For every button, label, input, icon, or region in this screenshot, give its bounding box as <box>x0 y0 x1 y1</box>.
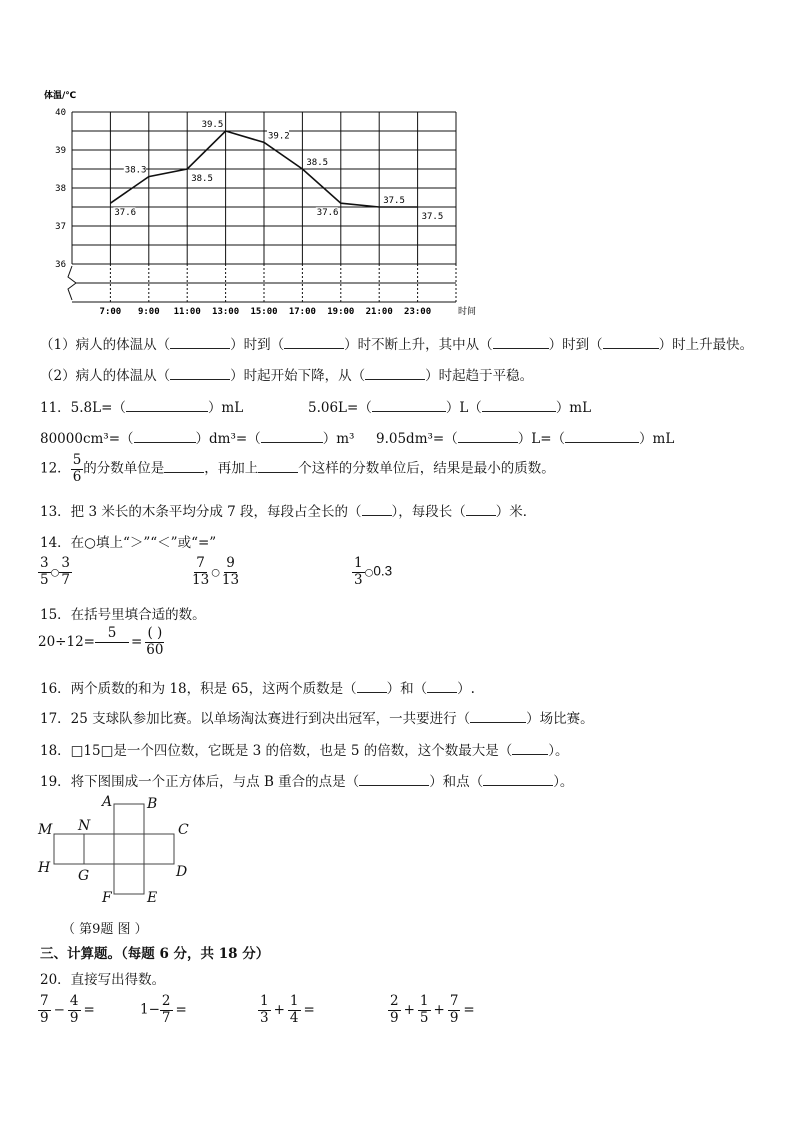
q20e4-frac3 <box>448 994 461 1026</box>
q18-text2: ）。 <box>548 743 569 759</box>
q14c-frac1 <box>352 556 365 588</box>
q11-c-text1: 80000cm³=（ <box>40 431 134 447</box>
net-square-5 <box>54 834 84 864</box>
q10-l2-text1: （2）病人的体温从（ <box>40 368 171 384</box>
q20-expr-4 <box>388 994 475 1026</box>
q15-den2: 60 <box>146 641 164 658</box>
q11-blank-7[interactable] <box>565 430 639 443</box>
q15-title: 15．在括号里填合适的数。 <box>40 607 206 623</box>
q11-b <box>308 396 591 416</box>
x-axis-title: 时间 <box>458 307 477 317</box>
point-n-label: N <box>78 818 91 834</box>
y-tick-label: 38 <box>55 184 66 194</box>
q17-text1: 17．25 支球队参加比赛。以单场淘汰赛进行到决出冠军，一共要进行（ <box>40 711 471 727</box>
q20e2-num1: 2 <box>161 993 171 1009</box>
figure-caption: （ 第9题 图 ） <box>62 922 148 937</box>
q20-expr-1 <box>38 994 95 1026</box>
q11-b-text3: ）mL <box>555 400 592 416</box>
q12-blank-2[interactable] <box>258 460 298 473</box>
q20e4-num3: 7 <box>449 993 459 1009</box>
q12-number: 12． <box>40 460 71 477</box>
q20e3-equals: = <box>303 1001 315 1018</box>
q11-blank-3[interactable] <box>482 399 556 412</box>
q19-blank-2[interactable] <box>483 773 553 786</box>
q20e2-equals: = <box>175 1001 187 1018</box>
q20e3-op: + <box>273 1001 285 1018</box>
chart-y-axis-title: 体温/℃ <box>44 91 77 101</box>
q18-text1: 18．□15□是一个四位数，它既是 3 的倍数，也是 5 的倍数，这个数最大是（ <box>40 743 513 759</box>
x-tick-label: 9:00 <box>137 307 160 317</box>
q13-blank-1[interactable] <box>362 503 392 516</box>
q14a-circle[interactable]: ○ <box>50 567 60 579</box>
q11-c-text2: ）dm³=（ <box>195 431 261 447</box>
q14-compare-a <box>38 556 72 588</box>
q19-blank-1[interactable] <box>359 773 429 786</box>
q12-fraction <box>71 453 84 485</box>
q10-blank-6[interactable] <box>365 367 425 380</box>
q20e4-num2: 1 <box>419 993 429 1009</box>
q15-frac1 <box>95 626 129 659</box>
q20-expr-2 <box>140 994 187 1026</box>
point-g-label: G <box>78 868 90 884</box>
x-tick-label: 23:00 <box>404 307 432 317</box>
q20e4-op1: + <box>403 1001 415 1018</box>
q11-a-text1: 11．5.8L=（ <box>40 400 126 416</box>
x-tick-label: 19:00 <box>327 307 355 317</box>
q14c-num1: 1 <box>354 555 363 571</box>
q16-text1: 16．两个质数的和为 18，积是 65，这两个质数是（ <box>40 681 357 697</box>
q11-blank-1[interactable] <box>126 399 208 412</box>
data-label: 38.5 <box>306 158 329 168</box>
q11-blank-2[interactable] <box>372 399 446 412</box>
q12-numerator: 5 <box>72 452 82 468</box>
q15-num1: 5 <box>95 626 129 643</box>
q11-d-text3: ）mL <box>639 431 675 447</box>
cube-net-svg <box>34 794 204 906</box>
q11-blank-4[interactable] <box>134 430 196 443</box>
data-label: 38.3 <box>124 165 147 176</box>
q20e1-op: − <box>53 1001 65 1018</box>
q15-equals: = <box>130 633 143 650</box>
data-label: 37.5 <box>383 196 405 206</box>
q14b-den2: 13 <box>221 571 240 588</box>
q20e1-num2: 4 <box>69 993 79 1009</box>
q14b-num2: 9 <box>226 555 235 571</box>
q20e1-num1: 7 <box>40 993 49 1009</box>
q16-blank-2[interactable] <box>427 680 457 693</box>
point-c-label: C <box>178 822 189 838</box>
q12-text1: 的分数单位是 <box>83 460 165 477</box>
data-label: 39.5 <box>201 120 224 130</box>
q14c-circle[interactable]: ○ <box>364 567 374 579</box>
q10-blank-2[interactable] <box>284 336 344 349</box>
q14c-decimal: 0.3 <box>373 563 393 579</box>
q10-blank-1[interactable] <box>170 336 230 349</box>
q11-d <box>376 427 674 447</box>
temperature-chart <box>36 86 476 318</box>
q14a-frac1 <box>38 556 51 588</box>
q14b-circle[interactable]: ○ <box>211 567 220 579</box>
q14-compare-c <box>352 556 392 588</box>
q15-equation <box>38 626 165 659</box>
net-square-1 <box>114 804 144 834</box>
q17-blank[interactable] <box>470 710 526 723</box>
q20e3-num1: 1 <box>260 993 269 1009</box>
q20e3-den2: 4 <box>289 1009 299 1026</box>
data-label: 37.5 <box>421 212 444 222</box>
x-tick-label: 17:00 <box>288 307 316 317</box>
q14a-frac2 <box>59 556 72 588</box>
q14a-den1: 5 <box>40 571 49 588</box>
y-tick-label: 36 <box>55 260 66 270</box>
q14c-den1: 3 <box>354 571 363 588</box>
y-axis-break <box>68 266 76 300</box>
q14a-num1: 3 <box>40 555 49 571</box>
q14a-den2: 7 <box>61 571 70 588</box>
q11-blank-5[interactable] <box>261 430 323 443</box>
data-label: 37.6 <box>114 208 137 219</box>
q14b-den1: 13 <box>192 571 210 588</box>
q15-prefix: 20÷12= <box>38 633 95 650</box>
point-f-label: F <box>102 890 112 906</box>
section-3-heading: 三、计算题。（每题 6 分，共 18 分） <box>40 946 270 962</box>
data-label: 37.6 <box>316 208 339 219</box>
q10-l1-text3: ）时不断上升，其中从（ <box>344 337 493 353</box>
x-tick-label: 21:00 <box>365 307 393 317</box>
q20e4-den1: 9 <box>390 1009 399 1026</box>
q11-d-text1: 9.05dm³=（ <box>376 431 458 447</box>
q10-blank-4[interactable] <box>603 336 659 349</box>
q20e3-frac1 <box>258 994 271 1026</box>
q20e1-den2: 9 <box>69 1009 79 1026</box>
x-tick-label: 7:00 <box>99 307 122 317</box>
y-tick-label: 40 <box>55 108 66 118</box>
q20e1-frac2 <box>68 994 81 1026</box>
q10-l1-text2: ）时到（ <box>230 337 285 353</box>
q20-expr-3 <box>258 994 315 1026</box>
cube-net-figure <box>34 794 204 937</box>
x-tick-label: 11:00 <box>173 307 201 317</box>
q20e3-frac2 <box>288 994 301 1026</box>
q20e2-frac1 <box>160 994 173 1026</box>
q20e2-den1: 7 <box>161 1009 171 1026</box>
q11-a-text2: ）mL <box>207 400 244 416</box>
q10-l2-text2: ）时起开始下降，从（ <box>230 368 366 384</box>
x-tick-label: 15:00 <box>250 307 278 317</box>
q10-blank-5[interactable] <box>170 367 230 380</box>
q10-line1 <box>40 333 753 353</box>
q14b-frac1 <box>190 556 211 588</box>
q20-title: 20．直接写出得数。 <box>40 972 166 988</box>
net-square-6 <box>144 834 174 864</box>
q13-text3: ）米． <box>495 504 537 520</box>
q10-l1-text4: ）时到（ <box>548 337 603 353</box>
net-square-3 <box>114 864 144 894</box>
q17-text2: ）场比赛。 <box>526 711 594 727</box>
q11-a <box>40 396 243 416</box>
q12-denominator: 6 <box>72 468 82 485</box>
q20e4-frac2 <box>418 994 431 1026</box>
q20e4-equals: = <box>463 1001 475 1018</box>
q10-line2 <box>40 364 533 384</box>
data-label: 39.2 <box>268 131 290 142</box>
q15-den1[interactable] <box>110 643 114 659</box>
q19-text3: ）。 <box>553 774 574 790</box>
q12 <box>40 453 555 485</box>
q18-blank[interactable] <box>512 742 548 755</box>
q14b-frac2 <box>220 556 241 588</box>
q20e2-prefix: 1− <box>140 1001 160 1018</box>
q13 <box>40 500 536 520</box>
q13-blank-2[interactable] <box>466 503 496 516</box>
net-square-2 <box>114 834 144 864</box>
y-tick-label: 39 <box>55 146 66 156</box>
q20e1-frac1 <box>38 994 51 1026</box>
q14b-num1: 7 <box>196 555 205 571</box>
q20e4-num1: 2 <box>390 993 399 1009</box>
q11-d-text2: ）L=（ <box>517 431 566 447</box>
point-a-label: A <box>102 794 113 810</box>
q13-text2: ），每段长（ <box>391 504 466 520</box>
q20e4-den2: 5 <box>419 1009 429 1026</box>
q14-compare-b <box>190 556 241 588</box>
q19 <box>40 770 573 790</box>
q19-text1: 19．将下图围成一个正方体后，与点 B 重合的点是（ <box>40 774 360 790</box>
q11-c-text3: ）m³ <box>322 431 355 447</box>
point-m-label: M <box>38 822 53 838</box>
q11-b-text2: ）L（ <box>445 400 482 416</box>
q20e4-op2: + <box>433 1001 445 1018</box>
point-b-label: B <box>147 796 158 812</box>
q14-title: 14．在○填上“＞”“＜”或“=” <box>40 535 217 551</box>
point-e-label: E <box>147 890 158 906</box>
q20e3-num2: 1 <box>289 993 299 1009</box>
q19-text2: ）和点（ <box>429 774 484 790</box>
q13-text1: 13．把 3 米长的木条平均分成 7 段，每段占全长的（ <box>40 504 362 520</box>
q18 <box>40 739 568 759</box>
data-label: 38.5 <box>191 174 213 184</box>
q11-blank-6[interactable] <box>458 430 518 443</box>
q14a-num2: 3 <box>61 555 70 571</box>
q12-blank-1[interactable] <box>164 460 204 473</box>
q12-text3: 个这样的分数单位后，结果是最小的质数。 <box>298 460 555 477</box>
q20e3-den1: 3 <box>260 1009 269 1026</box>
q20e1-equals: = <box>83 1001 95 1018</box>
q17 <box>40 707 594 727</box>
q10-l2-text3: ）时起趋于平稳。 <box>425 368 534 384</box>
q20e4-den3: 9 <box>449 1009 459 1026</box>
q16 <box>40 677 475 697</box>
q20e4-frac1 <box>388 994 401 1026</box>
q16-text2: ）和（ <box>386 681 428 697</box>
q11-b-text1: 5.06L=（ <box>308 400 372 416</box>
q20e1-den1: 9 <box>40 1009 49 1026</box>
x-tick-label: 13:00 <box>212 307 240 317</box>
q16-blank-1[interactable] <box>357 680 387 693</box>
y-tick-label: 37 <box>55 222 66 232</box>
point-h-label: H <box>38 860 51 876</box>
q10-l1-text5: ）时上升最快。 <box>658 337 754 353</box>
q10-blank-3[interactable] <box>493 336 549 349</box>
point-d-label: D <box>176 864 188 880</box>
q10-l1-text1: （1）病人的体温从（ <box>40 337 171 353</box>
temperature-chart-svg <box>36 86 476 318</box>
q15-num2[interactable]: ( ) <box>147 625 163 642</box>
q16-text3: ）. <box>457 681 475 697</box>
q15-frac2 <box>144 626 165 658</box>
q11-c <box>40 427 354 447</box>
net-square-4 <box>84 834 114 864</box>
q12-text2: ，再加上 <box>204 460 259 477</box>
